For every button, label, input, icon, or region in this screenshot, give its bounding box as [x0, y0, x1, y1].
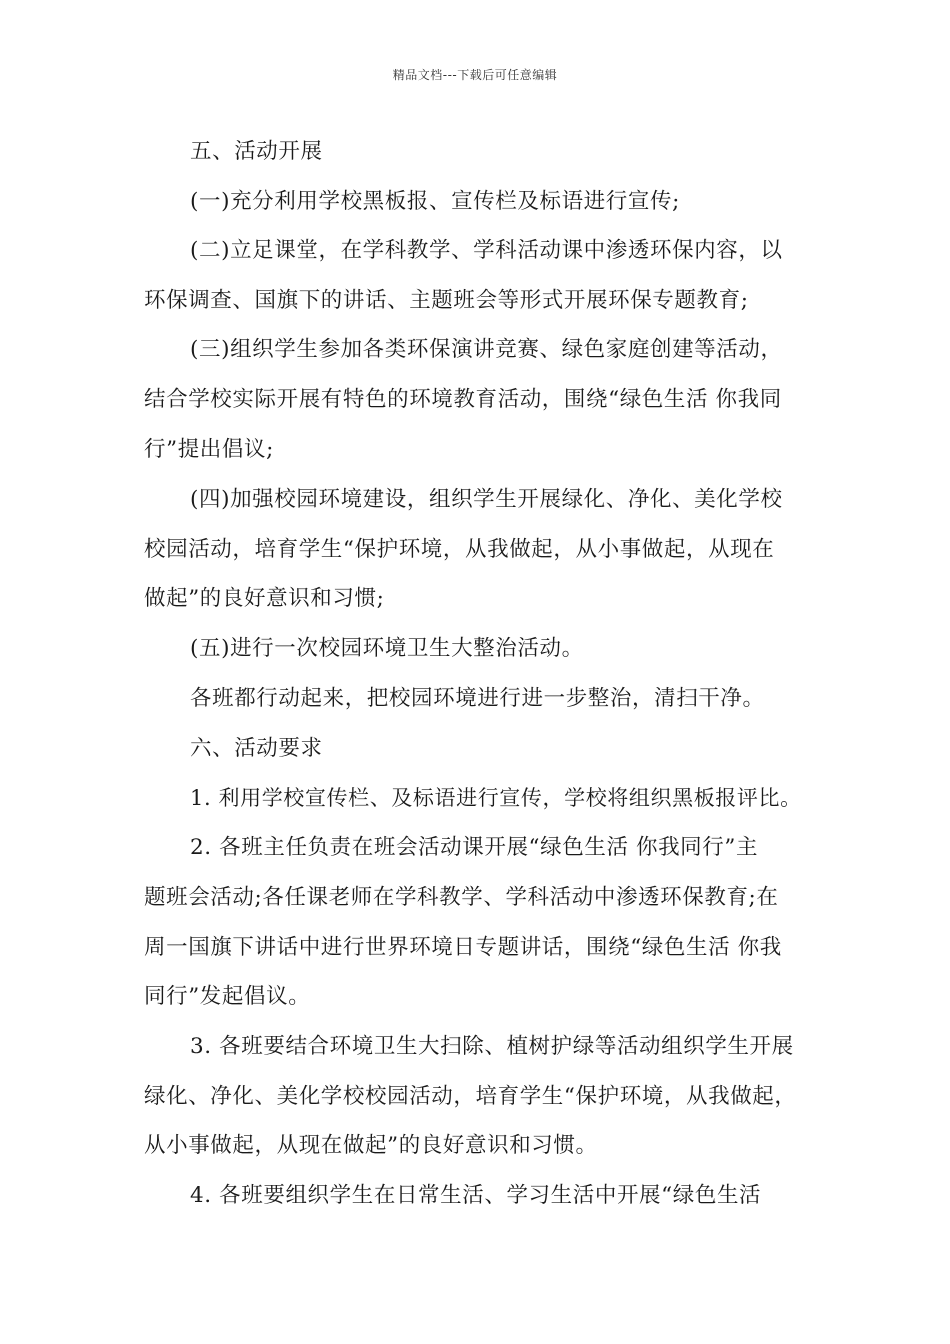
list-item: 4. 各班要组织学生在日常生活、学习生活中开展“绿色生活: [190, 1183, 762, 1208]
paragraph-line: (五)进行一次校园环境卫生大整治活动。: [190, 636, 584, 661]
paragraph-line: 做起”的良好意识和习惯;: [144, 586, 385, 611]
paragraph-line: (二)立足课堂，在学科教学、学科活动课中渗透环保内容，以: [190, 238, 783, 263]
paragraph-line: (一)充分利用学校黑板报、宣传栏及标语进行宣传;: [190, 189, 680, 214]
paragraph-line: (四)加强校园环境建设，组织学生开展绿化、净化、美化学校: [190, 487, 783, 512]
paragraph-line: 校园活动，培育学生“保护环境，从我做起，从小事做起，从现在: [144, 537, 775, 562]
section-heading: 六、活动要求: [190, 736, 323, 761]
paragraph-line: 各班都行动起来，把校园环境进行进一步整治，清扫干净。: [190, 686, 765, 711]
paragraph-line: (三)组织学生参加各类环保演讲竞赛、绿色家庭创建等活动，: [190, 337, 783, 362]
paragraph-line: 从小事做起，从现在做起”的良好意识和习惯。: [144, 1133, 598, 1158]
list-item: 2. 各班主任负责在班会活动课开展“绿色生活 你我同行”主: [190, 835, 759, 860]
paragraph-line: 周一国旗下讲话中进行世界环境日专题讲话，围绕“绿色生活 你我: [144, 935, 782, 960]
list-item: 1. 利用学校宣传栏、及标语进行宣传，学校将组织黑板报评比。: [190, 786, 802, 810]
paragraph-line: 结合学校实际开展有特色的环境教育活动，围绕“绿色生活 你我同: [144, 387, 782, 412]
paragraph-line: 行”提出倡议;: [144, 437, 274, 462]
paragraph-line: 题班会活动;各任课老师在学科教学、学科活动中渗透环保教育;在: [144, 885, 779, 910]
paragraph-line: 绿化、净化、美化学校校园活动，培育学生“保护环境，从我做起，: [144, 1084, 797, 1109]
list-item: 3. 各班要结合环境卫生大扫除、植树护绿等活动组织学生开展: [190, 1034, 794, 1059]
paragraph-line: 环保调查、国旗下的讲话、主题班会等形式开展环保专题教育;: [144, 288, 749, 313]
page-header: 精品文档---下载后可任意编辑: [392, 68, 558, 82]
paragraph-line: 同行”发起倡议。: [144, 984, 311, 1009]
section-heading: 五、活动开展: [190, 139, 323, 164]
